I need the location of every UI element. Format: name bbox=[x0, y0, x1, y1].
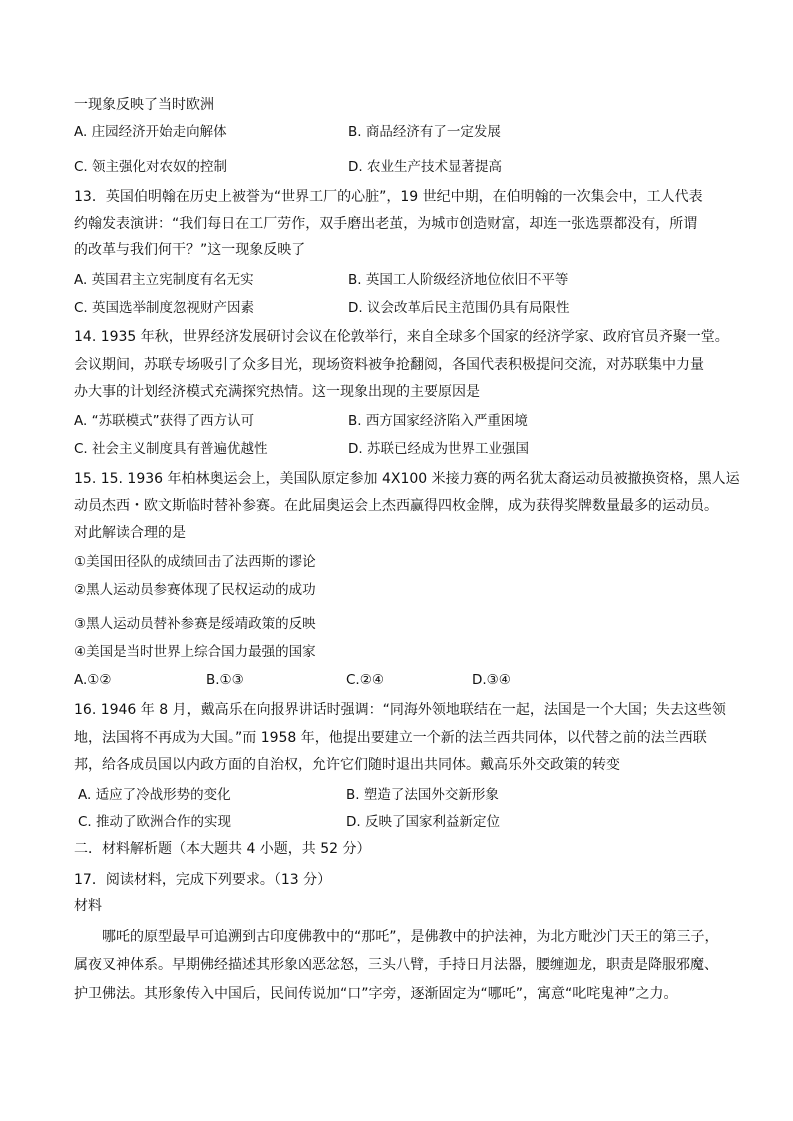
q15-statement: ②黑人运动员参赛体现了民权运动的成功 bbox=[74, 582, 316, 598]
q14-stem-line: 会议期间，苏联专场吸引了众多目光，现场资料被争抢翻阅，各国代表积极提问交流，对苏联集中力量 bbox=[74, 357, 704, 373]
q16-stem-line: 16. 1946 年 8 月，戴高乐在向报界讲话时强调：“同海外领地联结在一起，法国是一个大国；失去这些领 bbox=[74, 702, 726, 718]
q15-option-b: B.①③ bbox=[206, 672, 244, 688]
q17-material-label: 材料 bbox=[74, 898, 102, 914]
q14-option-b: B. 西方国家经济陷入严重困境 bbox=[348, 413, 528, 429]
q17-title: 17．阅读材料，完成下列要求。（13 分） bbox=[74, 872, 332, 888]
q15-statement: ③黑人运动员替补参赛是绥靖政策的反映 bbox=[74, 616, 316, 632]
q12-option-d: D. 农业生产技术显著提高 bbox=[348, 159, 502, 175]
q16-option-a: A. 适应了冷战形势的变化 bbox=[78, 787, 231, 803]
q16-stem-line: 地，法国将不再成为大国。”而 1958 年，他提出要建立一个新的法兰西共同体，以代替之前的法兰西联 bbox=[74, 730, 707, 746]
q12-option-b: B. 商品经济有了一定发展 bbox=[348, 124, 501, 140]
q16-option-b: B. 塑造了法国外交新形象 bbox=[346, 787, 499, 803]
section-heading: 二．材料解析题（本大题共 4 小题，共 52 分） bbox=[74, 841, 371, 857]
q13-stem-line: 约翰发表演讲：“我们每日在工厂劳作，双手磨出老茧，为城市创造财富，却连一张选票都没有，所谓 bbox=[74, 216, 698, 232]
q16-option-c: C. 推动了欧洲合作的实现 bbox=[78, 814, 232, 830]
q15-stem-line: 动员杰西・欧文斯临时替补参赛。在此届奥运会上杰西赢得四枚金牌，成为获得奖牌数量最多的运动员。 bbox=[74, 498, 718, 514]
q13-stem-line: 13．英国伯明翰在历史上被誉为“世界工厂的心脏”，19 世纪中期，在伯明翰的一次集会中，工人代表 bbox=[74, 189, 703, 205]
q13-option-c: C. 英国选举制度忽视财产因素 bbox=[74, 300, 255, 316]
q14-stem-line: 14. 1935 年秋，世界经济发展研讨会议在伦敦举行，来自全球多个国家的经济学家、政府官员齐聚一堂。 bbox=[74, 329, 729, 345]
q13-option-a: A. 英国君主立宪制度有名无实 bbox=[74, 272, 254, 288]
q12-option-a: A. 庄园经济开始走向解体 bbox=[74, 124, 227, 140]
q15-option-d: D.③④ bbox=[472, 672, 511, 688]
q17-material-line: 属夜叉神体系。早期佛经描述其形象凶恶忿怒，三头八臂，手持日月法器，腰缠迦龙，职责是降服邪魔、 bbox=[74, 957, 718, 973]
q15-statement: ④美国是当时世界上综合国力最强的国家 bbox=[74, 644, 316, 660]
q17-material-line: 哪吒的原型最早可追溯到古印度佛教中的“那吒”，是佛教中的护法神，为北方毗沙门天王的第三子， bbox=[102, 929, 719, 945]
q13-option-d: D. 议会改革后民主范围仍具有局限性 bbox=[348, 300, 570, 316]
q15-option-a: A.①② bbox=[74, 672, 112, 688]
q16-stem-line: 邦，给各成员国以内政方面的自治权，允许它们随时退出共同体。戴高乐外交政策的转变 bbox=[74, 757, 620, 773]
q15-statement: ①美国田径队的成绩回击了法西斯的谬论 bbox=[74, 554, 316, 570]
q12-option-c: C. 领主强化对农奴的控制 bbox=[74, 159, 228, 175]
q15-stem-line: 15. 15. 1936 年柏林奥运会上，美国队原定参加 4X100 米接力赛的两名犹太裔运动员被撤换资格，黑人运 bbox=[74, 471, 740, 487]
q15-stem-line: 对此解读合理的是 bbox=[74, 525, 186, 541]
q17-material-line: 护卫佛法。其形象传入中国后，民间传说加“口”字旁，逐渐固定为“哪吒”，寓意“叱咤鬼神”之力。 bbox=[74, 986, 678, 1002]
q16-option-d: D. 反映了国家利益新定位 bbox=[346, 814, 500, 830]
q14-option-d: D. 苏联已经成为世界工业强国 bbox=[348, 441, 529, 457]
question-12-stem-continuation: 一现象反映了当时欧洲 bbox=[74, 97, 214, 113]
q14-option-a: A. “苏联模式”获得了西方认可 bbox=[74, 413, 255, 429]
q14-stem-line: 办大事的计划经济模式充满探究热情。这一现象出现的主要原因是 bbox=[74, 384, 480, 400]
q14-option-c: C. 社会主义制度具有普遍优越性 bbox=[74, 441, 268, 457]
q13-option-b: B. 英国工人阶级经济地位依旧不平等 bbox=[348, 272, 569, 288]
q13-stem-line: 的改革与我们何干？”这一现象反映了 bbox=[74, 242, 306, 258]
q15-option-c: C.②④ bbox=[346, 672, 384, 688]
